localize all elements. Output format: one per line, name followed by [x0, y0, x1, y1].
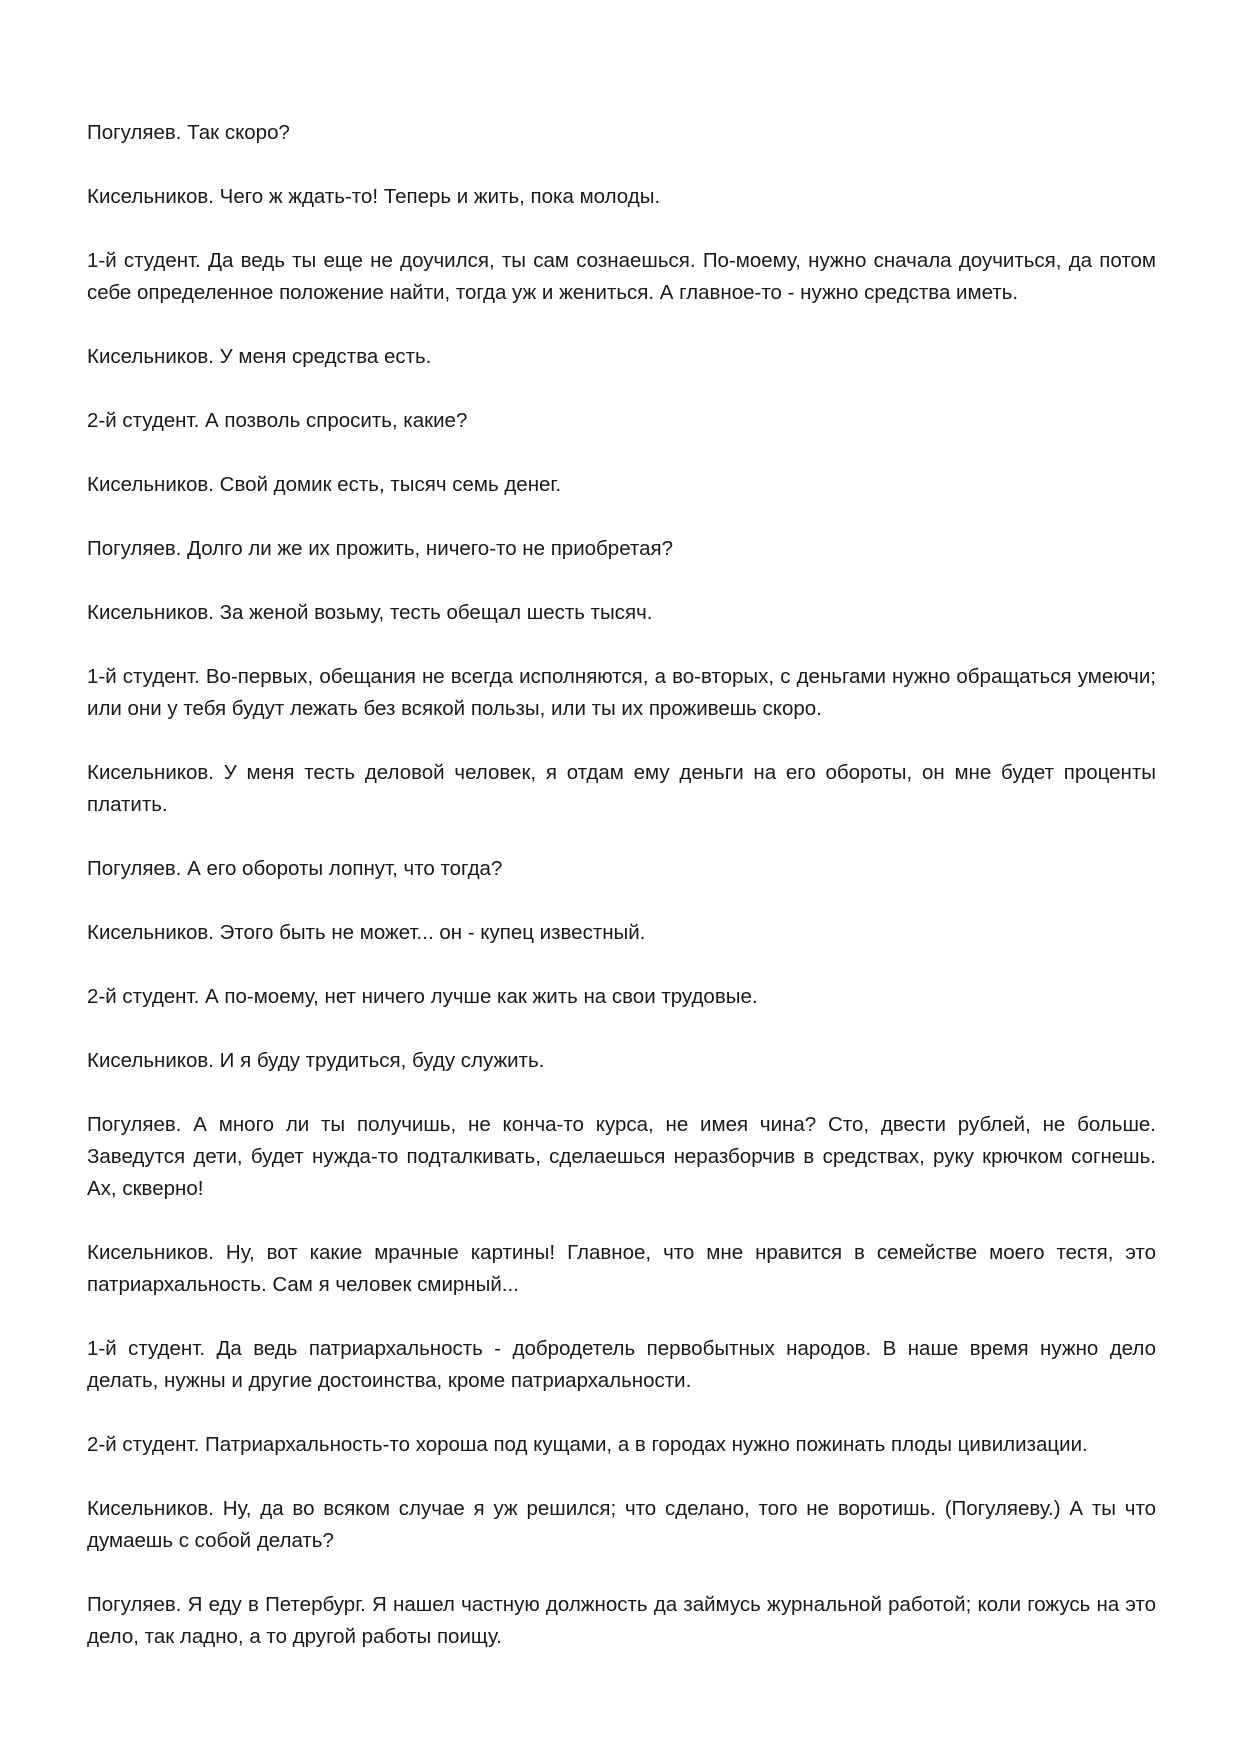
paragraph-11: Погуляев. А его обороты лопнут, что тогда? [87, 857, 503, 880]
paragraph-10: Кисельников. У меня тесть деловой человек, я отдам ему деньги на его обороты, он мне будет проценты платить. [87, 761, 1156, 816]
paragraph-7: Погуляев. Долго ли же их прожить, ничего-то не приобретая? [87, 537, 673, 560]
document-body [87, 117, 1156, 1685]
paragraph-19: Кисельников. Ну, да во всяком случае я уж решился; что сделано, того не воротишь. (Погуляеву.) А ты что думаешь с собой делать? [87, 1497, 1156, 1552]
paragraph-12: Кисельников. Этого быть не может... он - купец известный. [87, 921, 646, 944]
paragraph-4: Кисельников. У меня средства есть. [87, 345, 432, 368]
paragraph-20: Погуляев. Я еду в Петербург. Я нашел частную должность да займусь журнальной работой; коли гожусь на это дело, так ладно, а то другой работы поищу. [87, 1593, 1156, 1648]
paragraph-17: 1-й студент. Да ведь патриархальность - добродетель первобытных народов. В наше время нужно дело делать, нужны и другие достоинства, кроме патриархальности. [87, 1337, 1156, 1392]
paragraph-6: Кисельников. Свой домик есть, тысяч семь денег. [87, 473, 562, 496]
paragraph-3: 1-й студент. Да ведь ты еще не доучился, ты сам сознаешься. По-моему, нужно сначала доучиться, да потом себе определенное положение найти, тогда уж и жениться. А главное-то - нужно средства иметь. [87, 249, 1156, 304]
paragraph-15: Погуляев. А много ли ты получишь, не конча-то курса, не имея чина? Сто, двести рублей, не больше. Заведутся дети, будет нужда-то подталкивать, сделаешься неразборчив в средствах, руку крючком согнешь. Ах, скверно! [87, 1113, 1156, 1200]
paragraph-13: 2-й студент. А по-моему, нет ничего лучше как жить на свои трудовые. [87, 985, 758, 1008]
paragraph-8: Кисельников. За женой возьму, тесть обещал шесть тысяч. [87, 601, 653, 624]
paragraph-14: Кисельников. И я буду трудиться, буду служить. [87, 1049, 545, 1072]
paragraph-9: 1-й студент. Во-первых, обещания не всегда исполняются, а во-вторых, с деньгами нужно обращаться умеючи; или они у тебя будут лежать без всякой пользы, или ты их проживешь скоро. [87, 665, 1156, 720]
paragraph-1: Погуляев. Так скоро? [87, 121, 290, 144]
paragraph-5: 2-й студент. А позволь спросить, какие? [87, 409, 468, 432]
paragraph-16: Кисельников. Ну, вот какие мрачные картины! Главное, что мне нравится в семействе моего тестя, это патриархальность. Сам я человек смирный... [87, 1241, 1156, 1296]
paragraph-2: Кисельников. Чего ж ждать-то! Теперь и жить, пока молоды. [87, 185, 661, 208]
paragraph-18: 2-й студент. Патриархальность-то хороша под кущами, а в городах нужно пожинать плоды цивилизации. [87, 1433, 1088, 1456]
